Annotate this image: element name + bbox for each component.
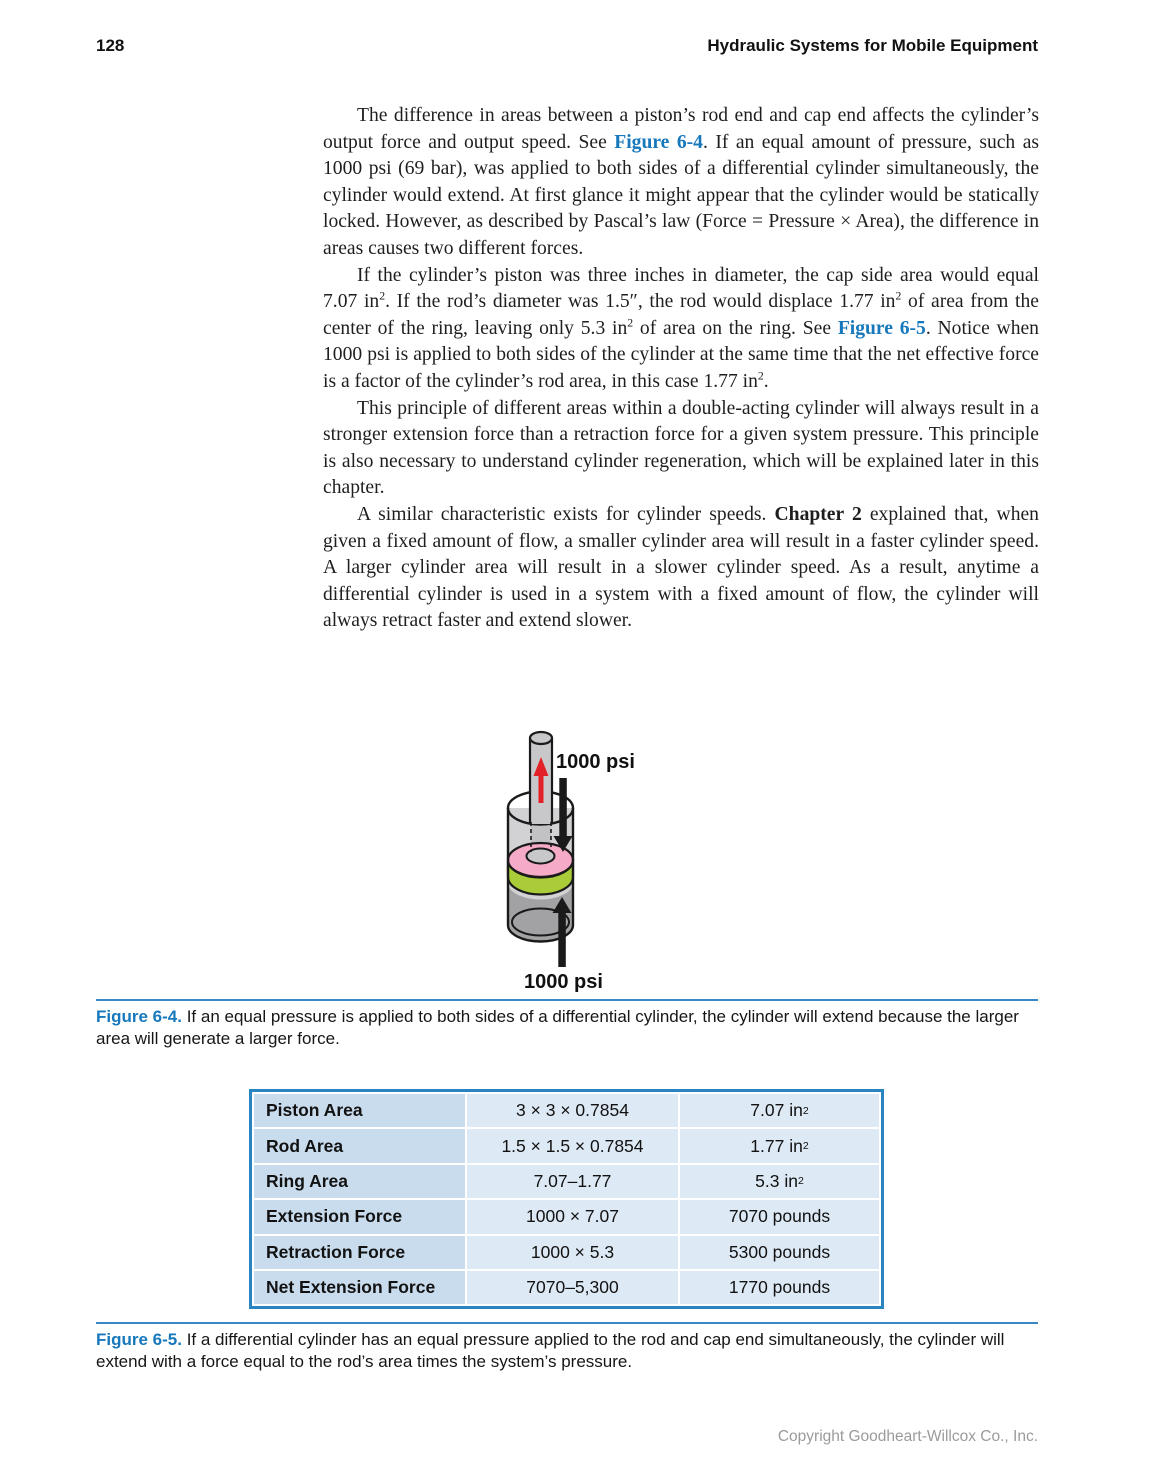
table-row-label: Piston Area	[254, 1094, 465, 1127]
table-formula-cell: 3 × 3 × 0.7854	[467, 1094, 678, 1127]
table-row-label: Net Extension Force	[254, 1271, 465, 1304]
body-text-column	[323, 103, 1039, 635]
figure-6-4-caption-label: Figure 6-4.	[96, 1007, 182, 1026]
figure-6-5-caption-label: Figure 6-5.	[96, 1330, 182, 1349]
table-result-cell: 1770 pounds	[680, 1271, 879, 1304]
table-result-cell: 7070 pounds	[680, 1200, 879, 1233]
running-head-title: Hydraulic Systems for Mobile Equipment	[707, 36, 1038, 55]
paragraph-4: A similar characteristic exists for cylinder speeds. Chapter 2 explained that, when given a fixed amount of flow, a smaller cylinder area will result in a faster cylinder speed. A larger cylinder area will result in a slower cylinder speed. As a result, anytime a differential cylinder is used in a system with a fixed amount of flow, the cylinder will always retract faster and extend slower.	[323, 503, 1039, 632]
table-formula-cell: 7070–5,300	[467, 1271, 678, 1304]
paragraph-2: If the cylinder’s piston was three inches in diameter, the cap side area would equal 7.07 $in^2$. If the rod’s diameter was 1.5″, the rod would displace 1.77 $in^2$ of area from the center of the ring, leaving only 5.3 $in^2$ of area on the ring. See Figure 6-5. Notice when 1000 psi is applied to both sides of the cylinder at the same time that the net effective force is a factor of the cylinder’s rod area, in this case 1.77 $in^2$.	[323, 264, 1039, 392]
table-formula-cell: 1.5 × 1.5 × 0.7854	[467, 1129, 678, 1162]
pressure-label-top: 1000 psi	[556, 751, 635, 773]
piston-area-table	[249, 1089, 884, 1309]
table-row-label: Retraction Force	[254, 1236, 465, 1269]
paragraph-1: The difference in areas between a piston’s rod end and cap end affects the cylinder’s output force and output speed. See Figure 6-4. If an equal amount of pressure, such as 1000 psi (69 bar), was applied to both sides of a differential cylinder simultaneously, the cylinder would extend. At first glance it might appear that the cylinder would be statically locked. However, as described by Pascal’s law (Force = Pressure × Area), the difference in areas causes two different forces.	[323, 105, 1040, 259]
table-formula-cell: 1000 × 7.07	[467, 1200, 678, 1233]
table-formula-cell: 7.07–1.77	[467, 1165, 678, 1198]
copyright-notice: Copyright Goodheart-Willcox Co., Inc.	[777, 1428, 1038, 1445]
figure-6-5-caption-text: If a differential cylinder has an equal pressure applied to the rod and cap end simultaneously, the cylinder will extend with a force equal to the rod’s area times the system’s pressure.	[96, 1330, 1005, 1371]
table-formula-cell: 1000 × 5.3	[467, 1236, 678, 1269]
table-result-cell: 5300 pounds	[680, 1236, 879, 1269]
table-result-cell: 7.07 in 2	[680, 1094, 879, 1127]
figure-ref-link[interactable]: Figure 6-4	[614, 131, 703, 153]
table-result-cell: 5.3 in 2	[680, 1165, 879, 1198]
table-row-label: Rod Area	[254, 1129, 465, 1162]
figure-6-4-caption-text: If an equal pressure is applied to both sides of a differential cylinder, the cylinder will extend because the larger area will generate a larger force.	[96, 1007, 1019, 1048]
figure-6-5-caption	[96, 1329, 1040, 1373]
page-header	[96, 36, 1038, 56]
caption-rule-fig5	[96, 1322, 1038, 1324]
page-number: 128	[96, 36, 125, 55]
table-row-label: Ring Area	[254, 1165, 465, 1198]
figure-ref-link[interactable]: Figure 6-5	[837, 317, 926, 339]
table-result-cell: 1.77 in 2	[680, 1129, 879, 1162]
table-row-label: Extension Force	[254, 1200, 465, 1233]
figure-6-4-caption	[96, 1006, 1040, 1050]
caption-rule-fig4	[96, 999, 1038, 1001]
pressure-label-bottom: 1000 psi	[524, 971, 603, 993]
paragraph-3: This principle of different areas within a double-acting cylinder will always result in a stronger extension force than a retraction force for a given system pressure. This principle is also necessary to understand cylinder regeneration, which will be explained later in this chapter.	[323, 397, 1039, 499]
